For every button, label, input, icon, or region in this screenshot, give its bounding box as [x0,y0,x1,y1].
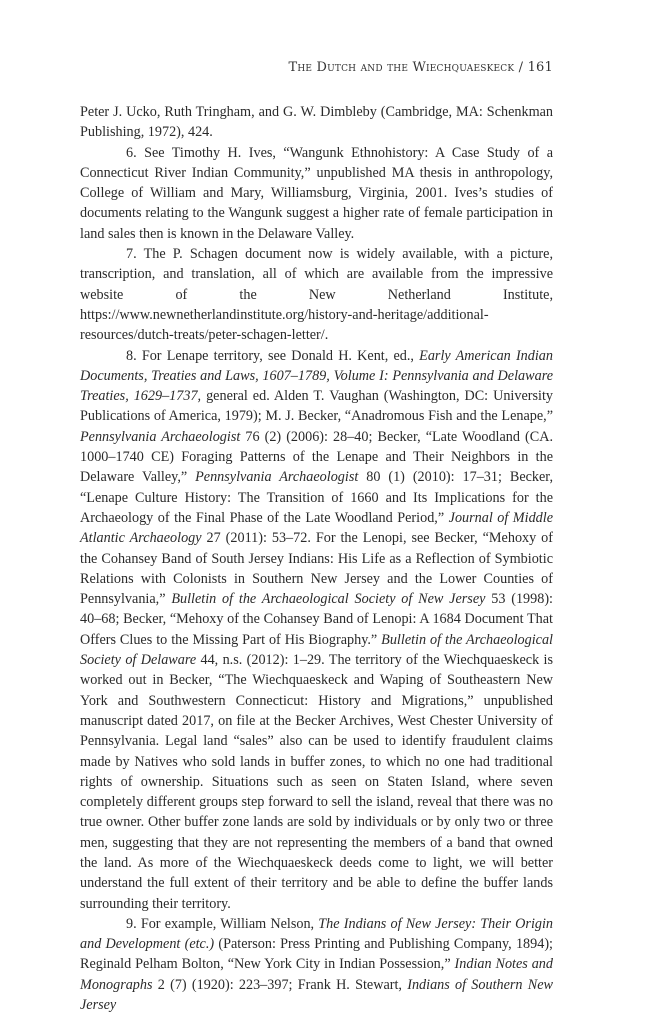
note-8-journal: Journal of Middle Atlantic Archaeology [80,509,553,547]
note-9-text: 9. For example, William Nelson, [126,915,319,932]
note-8-text: 80 (1) (2010): 17–31; Becker, “Lenape Culture History: The Transition of 1660 and Its Implications for the Archaeology of the Final Phase of the Late Woodland Period,” [80,469,554,526]
note-9-title: The Indians of New Jersey: Their Origin and Development (etc.) [80,915,554,953]
note-8-text: 76 (2) (2006): 28–40; Becker, “Late Woodland (CA. 1000–1740 CE) Foraging Patterns of the Lenape and Their Neighbors in the Delaware Valley,” [80,428,553,486]
note-8-text: 8. For Lenape territory, see Donald H. Kent, ed., [126,347,420,364]
note-7: 7. The P. Schagen document now is widely available, with a picture, transcription, and translation, all of which are available from the impressive website of the New Netherland Institute, https://www.newnetherlandinstitute.org/history-and-heritage/additional-resources/dutch-treats/peter-schagen-letter/. [80,246,553,344]
note-8 [80,346,553,914]
note-9-text: (Paterson: Press Printing and Publishing Company, 1894); Reginald Pelham Bolton, “New York City in Indian Possession,” [80,936,553,973]
running-head [80,60,553,75]
note-8-text: 53 (1998): 40–68; Becker, “Mehoxy of the Cohansey Band of Lenopi: A 1684 Document That Offers Clues to the Missing Part of His Biography.” [80,591,553,648]
note-8-journal: Bulletin of the Archaeological Society of New Jersey [171,591,486,608]
note-8-journal: Bulletin of the Archaeological Society of Delaware [80,631,553,669]
note-9 [80,914,553,1015]
note-8-title: Early American Indian Documents, Treaties and Laws, 1607–1789, Volume I: Pennsylvania and Delaware Treaties, 1629–1737, [80,347,553,405]
note-9-title: Indians of Southern New Jersey [80,976,553,1014]
note-8-journal: Pennsylvania Archaeologist [80,428,241,445]
endnotes [80,102,553,1015]
note-6: 6. See Timothy H. Ives, “Wangunk Ethnohistory: A Case Study of a Connecticut River Indian Community,” unpublished MA thesis in anthropology, College of William and Mary, Williamsburg, Virginia, 2001. Ives’s studies of documents relating to the Wangunk suggest a higher rate of female participation in land sales then is known in the Delaware Valley. [80,144,553,242]
note-9-journal: Indian Notes and Monographs [80,956,553,993]
note-8-journal: Pennsylvania Archaeologist [195,469,359,486]
running-head-separator: / [518,60,524,75]
note-9-text: 2 (7) (1920): 223–397; Frank H. Stewart, [152,976,408,993]
note-8-text: 27 (2011): 53–72. For the Lenopi, see Becker, “Mehoxy of the Cohansey Band of South Jersey Indians: His Life as a Reflection of Symbiotic Relations with Colonists in Southern New Jersey and the Lower Counties of Pennsylvania,” [80,530,553,608]
running-head-title: The Dutch and the Wiechquaeskeck [288,60,515,75]
note-8-text: general ed. Alden T. Vaughan (Washington, DC: University Publications of America, 1979); M. J. Becker, “Anadromous Fish and the Lenape,” [80,388,553,425]
page-number: 161 [527,60,553,75]
note-continuation: Peter J. Ucko, Ruth Tringham, and G. W. Dimbleby (Cambridge, MA: Schenkman Publishing, 1972), 424. [80,104,553,141]
note-8-text: 44, n.s. (2012): 1–29. The territory of the Wiechquaeskeck is worked out in Becker, “The Wiechquaeskeck and Waping of Southeastern New York and Southwestern Connecticut: History and Migrations,” unpublished manuscript dated 2017, on file at the Becker Archives, West Chester University of Pennsylvania. Legal land “sales” also can be used to identify fraudulent claims made by Natives who sold lands in buffer zones, to which no one had traditional rights of ownership. Situations such as seen on Staten Island, where seven completely different groups step forward to sell the island, reveal that there was no true owner. Other buffer zone lands are sold by individuals or by only two or three men, suggesting that they are not representing the members of a band that owned the land. As more of the Wiechquaeskeck deeds come to light, we will better understand the full extent of their territory and be able to define the buffer lands surrounding their territory. [80,652,553,912]
